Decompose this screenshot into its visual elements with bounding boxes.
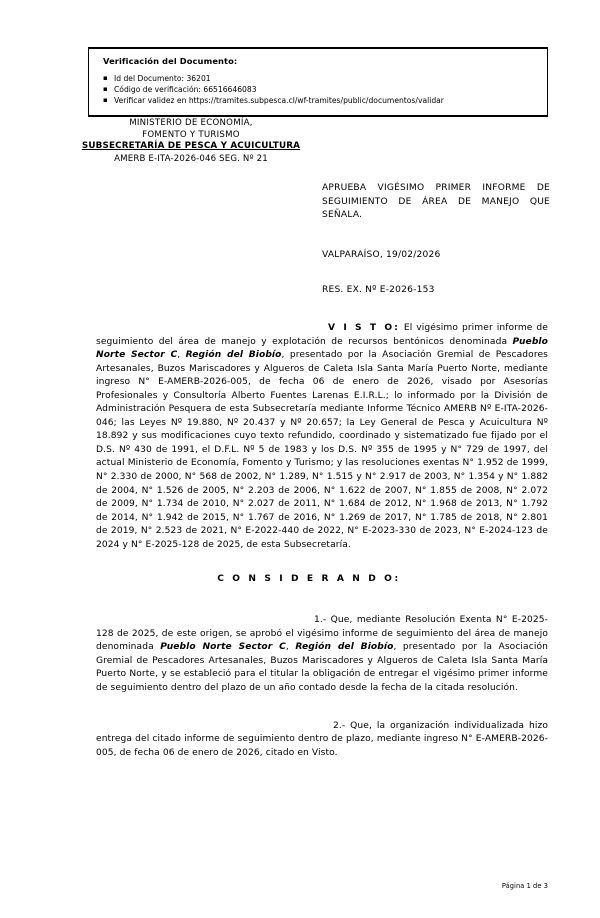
- document-body: [96, 322, 548, 760]
- resolution-number: RES. EX. Nº E-2026-153: [322, 285, 435, 295]
- resolution-subject: APRUEBA VIGÉSIMO PRIMER INFORME DE SEGUIMIENTO DE ÁREA DE MANEJO QUE SEÑALA.: [322, 183, 550, 221]
- area-separator: ,: [177, 350, 186, 361]
- page-number-label: Página 1 de 3: [501, 882, 548, 890]
- visto-text-1: El vigésimo primer informe de seguimiento del área de manejo y explotación de recursos bentónicos denominada: [96, 323, 548, 347]
- considerando-item-2: [96, 720, 548, 761]
- verification-box: [88, 47, 548, 117]
- letterhead: [46, 118, 336, 165]
- area-region: Región del Biobío: [185, 350, 282, 361]
- area-separator: ,: [285, 642, 296, 653]
- amerb-code: AMERB E-ITA-2026-046 SEG. Nº 21: [114, 153, 268, 164]
- item-1-lead-text: 1.- Que, mediante Resolución Exenta N° E-2025-128 de 2025, de este origen, se aprobó el vigésimo informe de seguimiento del área de manejo denominada: [96, 615, 548, 653]
- verification-title: Verificación del Documento:: [103, 56, 238, 66]
- place-and-date: VALPARAÍSO, 19/02/2026: [322, 250, 441, 260]
- considerando-heading-wrap: [96, 574, 548, 584]
- area-name: Pueblo Norte Sector C: [160, 642, 286, 653]
- verification-item-id: [103, 73, 537, 84]
- considerando-item-1: [96, 614, 548, 695]
- bullet-icon: ▪: [103, 85, 108, 94]
- visto-text-2: , presentado por la Asociación Gremial de Pescadores Artesanales, Buzos Mariscadores y Algueros de Caleta Isla Santa María Puerto Norte, mediante ingreso N° E-AMERB-2026-005, de fecha 06 de enero de 2026, visado por Asesorías Profesionales y Consultoría Alberto Fuentes Larenas E.I.R.L.; lo informado por la División de Administración Pesquera de esta Subsecretaría mediante Informe Técnico AMERB Nº E-ITA-2026-046; las Leyes Nº 19.880, Nº 20.437 y Nº 20.657; la Ley General de Pesca y Acuicultura Nº 18.892 y sus modificaciones cuyo texto refundido, coordinado y sistematizado fue fijado por el D.S. Nº 430 de 1991, el D.F.L. Nº 5 de 1983 y los D.S. Nº 355 de 1995 y N° 729 de 1997, del actual Ministerio de Economía, Fomento y Turismo; y las resoluciones exentas N° 1.952 de 1999, N° 2.330 de 2000, N° 568 de 2002, N° 1.289, N° 1.515 y N° 2.917 de 2003, N° 1.354 y N° 1.882 de 2004, N° 1.526 de 2005, N° 2.203 de 2006, N° 1.622 de 2007, N° 1.855 de 2008, N° 2.072 de 2009, N° 1.734 de 2010, N° 2.027 de 2011, N° 1.684 de 2012, N° 1.968 de 2013, N° 1.792 de 2014, N° 1.942 de 2015, N° 1.767 de 2016, N° 1.269 de 2017, N° 1.785 de 2018, N° 2.801 de 2019, N° 2.523 de 2021, N° E-2022-440 de 2022, N° E-2023-330 de 2023, N° E-2024-123 de 2024 y N° E-2025-128 de 2025, de esta Subsecretaría.: [96, 350, 549, 550]
- verification-item-url: [103, 95, 537, 106]
- ministry-line-2: FOMENTO Y TURISMO: [142, 129, 240, 140]
- verification-item-text: Id del Documento: 36201: [114, 74, 211, 83]
- visto-heading: V I S T O:: [328, 323, 400, 333]
- verification-item-text: Código de verificación: 66516646083: [114, 85, 257, 95]
- page-footer: [0, 882, 548, 890]
- bullet-icon: ▪: [103, 96, 108, 105]
- visto-paragraph: [96, 322, 548, 552]
- item-1-tail-text: , presentado por la Asociación Gremial de Pescadores Artesanales, Buzos Mariscadores y Algueros de Caleta Isla Santa María Puerto Norte, y se estableció para el titular la obligación de entregar el vigésimo primer informe de seguimiento dentro del plazo de un año contado desde la fecha de la citada resolución.: [96, 642, 548, 694]
- subsecretaria-title: SUBSECRETARÍA DE PESCA Y ACUICULTURA: [81, 141, 301, 152]
- area-region: Región del Biobío: [295, 642, 394, 653]
- area-name: Pueblo Norte Sector C: [96, 336, 548, 361]
- considerando-heading: C O N S I D E R A N D O:: [217, 574, 401, 585]
- verification-item-text: Verificar validez en https://tramites.subpesca.cl/wf-tramites/public/documentos/validar: [114, 96, 444, 106]
- verification-list: [103, 73, 537, 107]
- ministry-line-1: MINISTERIO DE ECONOMÍA,: [129, 118, 253, 128]
- item-2-text: 2.- Que, la organización individualizada hizo entrega del citado informe de seguimiento dentro de plazo, mediante ingreso N° E-AMERB-2026-005, de fecha 06 de enero de 2026, citado en Visto.: [96, 720, 548, 758]
- bullet-icon: ▪: [103, 74, 108, 82]
- verification-item-code: [103, 84, 537, 95]
